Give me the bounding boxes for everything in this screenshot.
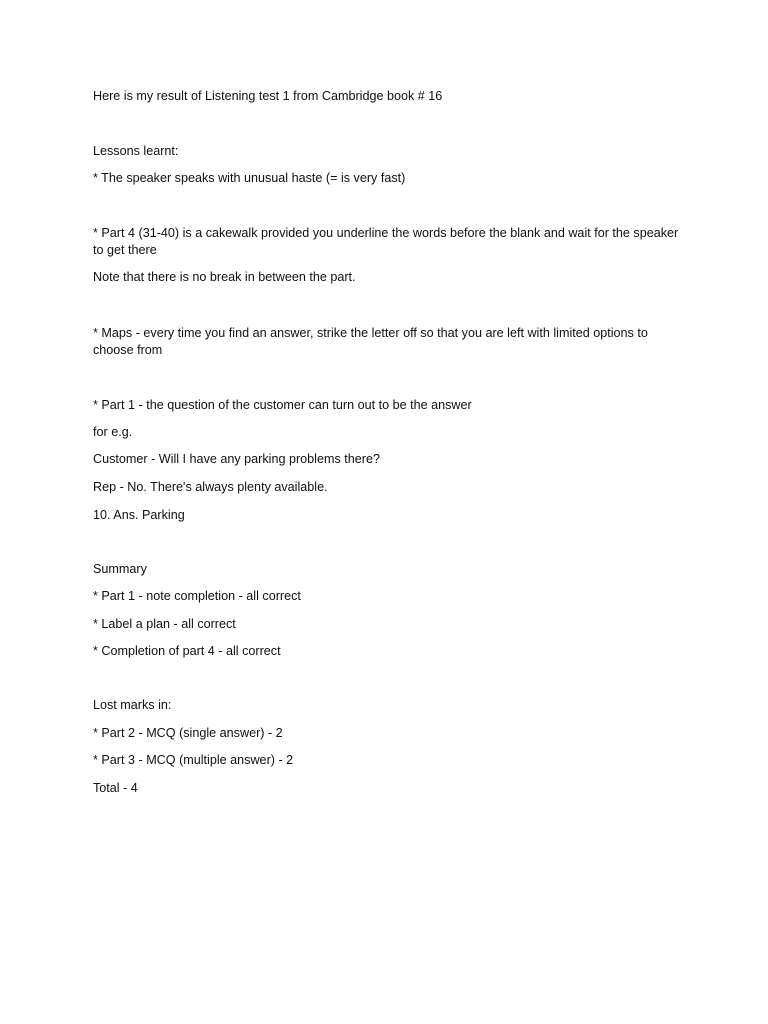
- note-break: Note that there is no break in between the part.: [93, 270, 356, 284]
- summary-part4: * Completion of part 4 - all correct: [93, 644, 281, 658]
- lost-part3: * Part 3 - MCQ (multiple answer) - 2: [93, 753, 294, 767]
- intro-line: Here is my result of Listening test 1 from Cambridge book # 16: [93, 89, 443, 103]
- total-line: Total - 4: [93, 781, 138, 795]
- example-customer: Customer - Will I have any parking problems there?: [93, 452, 380, 466]
- lesson-part4: * Part 4 (31-40) is a cakewalk provided you underline the words before the blank and wait for the speaker to get there: [93, 226, 679, 257]
- summary-heading: Summary: [93, 562, 147, 576]
- lesson-speaker: * The speaker speaks with unusual haste (= is very fast): [93, 171, 406, 185]
- example-answer: 10. Ans. Parking: [93, 508, 185, 522]
- lesson-maps: * Maps - every time you find an answer, strike the letter off so that you are left with limited options to choose from: [93, 326, 648, 357]
- lessons-heading: Lessons learnt:: [93, 144, 179, 158]
- summary-plan: * Label a plan - all correct: [93, 617, 236, 631]
- lost-part2: * Part 2 - MCQ (single answer) - 2: [93, 726, 283, 740]
- lost-heading: Lost marks in:: [93, 698, 172, 712]
- summary-part1: * Part 1 - note completion - all correct: [93, 589, 301, 603]
- lesson-part1: * Part 1 - the question of the customer can turn out to be the answer: [93, 398, 472, 412]
- example-intro: for e.g.: [93, 425, 133, 439]
- example-rep: Rep - No. There's always plenty available.: [93, 480, 328, 494]
